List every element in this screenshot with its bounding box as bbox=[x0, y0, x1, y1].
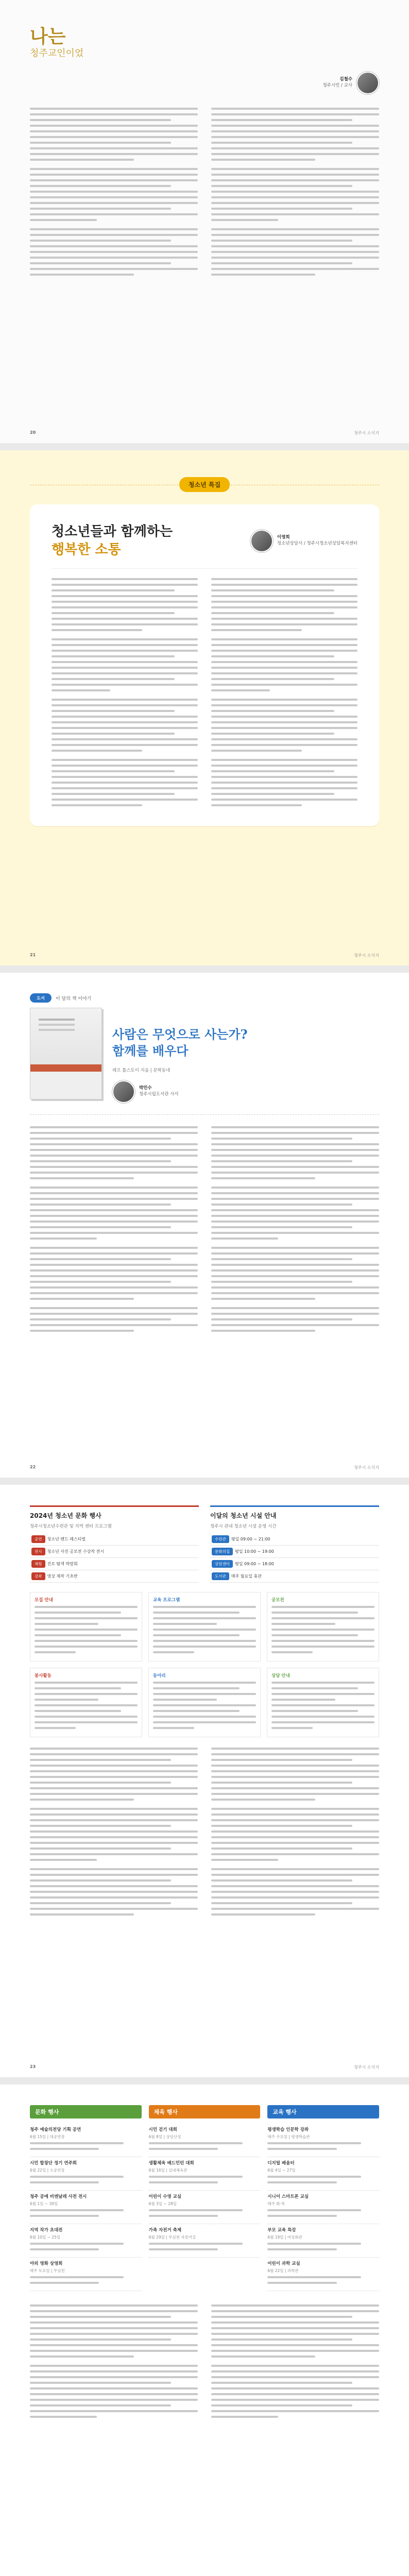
book-story-body bbox=[30, 1126, 379, 1335]
essay-title-sub: 청주교인이었 bbox=[30, 48, 84, 59]
author-byline bbox=[112, 1080, 379, 1103]
table-row bbox=[210, 1546, 379, 1558]
event-item[interactable] bbox=[267, 2258, 379, 2291]
author-byline bbox=[30, 72, 379, 94]
author-name: 김철수 bbox=[339, 76, 352, 82]
page-footer bbox=[30, 953, 379, 958]
event-title: 야외 영화 상영회 bbox=[30, 2261, 63, 2266]
author-avatar bbox=[250, 530, 273, 552]
section-tag: 청소년 특집 bbox=[179, 477, 230, 492]
events-extra bbox=[30, 2304, 379, 2421]
table-row bbox=[30, 1570, 199, 1583]
book-section-tagline: 이 달의 책 이야기 bbox=[56, 996, 92, 1002]
essay-title-main: 나는 bbox=[30, 26, 66, 47]
page-number: 22 bbox=[30, 1465, 36, 1469]
row-text: 영상 제작 기초반 bbox=[47, 1574, 78, 1579]
event-meta: 6월 22일 | 과학관 bbox=[267, 2268, 299, 2273]
event-title: 어린이 수영 교실 bbox=[148, 2194, 182, 2199]
feature-column-right bbox=[211, 578, 357, 810]
row-text: 평일 09:00 ~ 18:00 bbox=[234, 1562, 274, 1566]
events-section-title: 문화 행사 bbox=[30, 2105, 142, 2119]
book-feature-title bbox=[112, 1026, 379, 1060]
event-item[interactable] bbox=[30, 2124, 142, 2157]
category-chip: 체험 bbox=[31, 1560, 45, 1568]
table-row bbox=[30, 1533, 199, 1546]
event-item[interactable] bbox=[30, 2224, 142, 2258]
table-row bbox=[210, 1558, 379, 1570]
event-title: 평생학습 인문학 강좌 bbox=[267, 2127, 309, 2132]
events-section-title: 교육 행사 bbox=[267, 2105, 379, 2119]
author-role: 청주시립도서관 사서 bbox=[139, 1091, 179, 1097]
event-meta: 6월 8일 | 상당산성 bbox=[148, 2134, 181, 2139]
category-chip: 문화의집 bbox=[212, 1548, 233, 1555]
event-item[interactable] bbox=[30, 2191, 142, 2224]
page-number: 21 bbox=[30, 953, 36, 957]
page-number: 20 bbox=[30, 430, 36, 435]
events-body bbox=[30, 1748, 379, 1919]
event-meta: 매주 화·목 bbox=[267, 2201, 285, 2206]
author-info bbox=[139, 1086, 179, 1098]
event-item[interactable] bbox=[267, 2157, 379, 2191]
table-row bbox=[210, 1533, 379, 1546]
event-title: 생활체육 배드민턴 대회 bbox=[148, 2161, 194, 2166]
event-meta: 6월 22일 | 소공연장 bbox=[30, 2168, 65, 2173]
author-role: 청소년상담사 / 청주시청소년상담복지센터 bbox=[277, 541, 357, 547]
author-role: 청주시민 / 교사 bbox=[322, 82, 352, 88]
footer-label: 청주시 소식지 bbox=[354, 953, 379, 958]
program-card-title: 상담 안내 bbox=[271, 1673, 290, 1679]
event-title: 가족 자전거 축제 bbox=[148, 2228, 182, 2233]
feature-column-left bbox=[52, 578, 198, 810]
author-avatar bbox=[356, 72, 379, 94]
event-meta: 6월 19일 | 여성회관 bbox=[267, 2235, 302, 2240]
page-essay bbox=[0, 0, 409, 443]
program-card-title: 봉사활동 bbox=[35, 1673, 52, 1679]
facilities-table bbox=[210, 1533, 379, 1583]
essay-body bbox=[30, 108, 379, 279]
event-item[interactable] bbox=[30, 2157, 142, 2191]
event-meta: 6월 1일 ~ 30일 bbox=[30, 2201, 58, 2206]
event-title: 시니어 스마트폰 교실 bbox=[267, 2194, 309, 2199]
essay-text-block bbox=[211, 108, 379, 276]
events-table bbox=[30, 1533, 199, 1583]
event-item[interactable] bbox=[149, 2124, 261, 2157]
program-card bbox=[267, 1668, 379, 1737]
events-extra-right bbox=[211, 2304, 379, 2421]
program-card-grid bbox=[30, 1592, 379, 1737]
row-text: 평일 10:00 ~ 19:00 bbox=[234, 1549, 274, 1554]
category-chip: 수련관 bbox=[212, 1535, 229, 1543]
event-item[interactable] bbox=[149, 2191, 261, 2224]
event-title: 어린이 과학 교실 bbox=[267, 2261, 300, 2266]
event-item[interactable] bbox=[30, 2258, 142, 2291]
row-text: 청소년 밴드 페스티벌 bbox=[47, 1537, 86, 1541]
event-meta: 6월 16일 | 실내체육관 bbox=[148, 2168, 188, 2173]
event-title: 시민 걷기 대회 bbox=[148, 2127, 177, 2132]
row-text: 평일 09:00 ~ 21:00 bbox=[231, 1537, 270, 1541]
event-item[interactable] bbox=[267, 2124, 379, 2157]
events-column-left bbox=[30, 1748, 198, 1919]
book-feature bbox=[30, 1008, 379, 1103]
program-card bbox=[30, 1592, 142, 1662]
page-number: 23 bbox=[30, 2064, 36, 2069]
category-chip: 전시 bbox=[31, 1548, 45, 1555]
page-footer bbox=[30, 1465, 379, 1470]
book-meta: 레프 톨스토이 지음 | 문학동네 bbox=[112, 1067, 171, 1073]
program-card-title: 교육 프로그램 bbox=[153, 1598, 180, 1603]
category-chip: 강좌 bbox=[31, 1572, 45, 1580]
author-name: 박민수 bbox=[139, 1085, 152, 1091]
event-meta: 매주 수요일 | 평생학습관 bbox=[267, 2134, 310, 2139]
events-block-facilities bbox=[210, 1505, 379, 1583]
events-column-education bbox=[267, 2105, 379, 2291]
event-meta: 6월 3일 ~ 28일 bbox=[148, 2201, 177, 2206]
event-title: 시민 합창단 정기 연주회 bbox=[30, 2161, 77, 2166]
author-info bbox=[277, 535, 357, 547]
essay-text-block bbox=[30, 108, 198, 276]
table-row bbox=[210, 1570, 379, 1583]
event-item[interactable] bbox=[267, 2191, 379, 2224]
events-extra-left bbox=[30, 2304, 198, 2421]
author-info bbox=[322, 77, 352, 89]
essay-header bbox=[30, 21, 379, 59]
events-column-culture bbox=[30, 2105, 142, 2291]
events-column-right bbox=[211, 1748, 379, 1919]
feature-header bbox=[52, 523, 357, 559]
events-columns bbox=[30, 2105, 379, 2291]
events-block-sub: 청주시 관내 청소년 시설 운영 시간 bbox=[210, 1524, 277, 1529]
book-section-header bbox=[30, 993, 379, 1003]
author-avatar bbox=[112, 1080, 135, 1103]
program-card bbox=[267, 1592, 379, 1662]
event-meta: 6월 15일 | 대공연장 bbox=[30, 2134, 65, 2139]
page-youth-events bbox=[0, 1485, 409, 2077]
section-tag-row bbox=[30, 477, 379, 492]
book-story-column-left bbox=[30, 1126, 198, 1335]
events-column-sports bbox=[149, 2105, 261, 2291]
event-title: 부모 교육 특강 bbox=[267, 2228, 296, 2233]
event-title: 지역 작가 초대전 bbox=[30, 2228, 63, 2233]
author-byline bbox=[250, 530, 357, 552]
feature-card bbox=[30, 504, 379, 826]
page-book-story bbox=[0, 973, 409, 1478]
program-card bbox=[30, 1668, 142, 1737]
event-meta: 6월 29일 | 무심천 자전거길 bbox=[148, 2235, 196, 2240]
table-row bbox=[30, 1546, 199, 1558]
book-title-line1: 사람은 무엇으로 사는가? bbox=[112, 1027, 248, 1042]
event-item[interactable] bbox=[267, 2224, 379, 2258]
page-city-events bbox=[0, 2084, 409, 2576]
essay-title bbox=[30, 26, 83, 59]
event-meta: 매주 토요일 | 무심천 bbox=[30, 2268, 65, 2273]
program-card-title: 공모전 bbox=[271, 1598, 284, 1603]
event-item[interactable] bbox=[149, 2157, 261, 2191]
feature-title-line2: 행복한 소통 bbox=[52, 542, 121, 558]
page-youth-feature bbox=[0, 450, 409, 965]
events-block-title: 2024년 청소년 문화 행사 bbox=[30, 1512, 101, 1519]
row-text: 청소년 사진 공모전 수상작 전시 bbox=[47, 1549, 105, 1554]
events-block-culture bbox=[30, 1505, 199, 1583]
essay-column-right bbox=[211, 108, 379, 279]
category-chip: 공연 bbox=[31, 1535, 45, 1543]
page-footer bbox=[30, 430, 379, 436]
event-meta: 6월 4일 ~ 27일 bbox=[267, 2168, 296, 2173]
feature-title bbox=[52, 523, 173, 559]
event-item[interactable] bbox=[149, 2224, 261, 2258]
category-chip: 상담센터 bbox=[212, 1560, 233, 1568]
author-name: 이영희 bbox=[277, 535, 290, 540]
program-card bbox=[148, 1592, 261, 1662]
program-card-title: 동아리 bbox=[153, 1673, 166, 1679]
row-text: 매주 월요일 휴관 bbox=[231, 1574, 262, 1579]
essay-column-left bbox=[30, 108, 198, 279]
event-title: 청주 공예 비엔날레 사전 전시 bbox=[30, 2194, 87, 2199]
page-footer bbox=[30, 2064, 379, 2070]
feature-body bbox=[52, 578, 357, 810]
footer-label: 청주시 소식지 bbox=[354, 1465, 379, 1470]
events-section-title: 체육 행사 bbox=[149, 2105, 261, 2119]
table-row bbox=[30, 1558, 199, 1570]
program-card bbox=[148, 1668, 261, 1737]
events-block-sub: 청주시청소년수련관 및 지역 센터 프로그램 bbox=[30, 1524, 112, 1529]
book-section-logo: 도서 bbox=[30, 993, 52, 1003]
row-text: 진로 탐색 박람회 bbox=[47, 1562, 78, 1566]
footer-label: 청주시 소식지 bbox=[354, 2065, 379, 2070]
events-header bbox=[30, 1505, 379, 1583]
event-title: 청주 예술의전당 기획 공연 bbox=[30, 2127, 81, 2132]
footer-label: 청주시 소식지 bbox=[354, 431, 379, 435]
book-feature-text bbox=[112, 1008, 379, 1103]
book-title-line2: 함께를 배우다 bbox=[112, 1043, 189, 1059]
program-card-title: 모집 안내 bbox=[35, 1598, 53, 1603]
book-story-column-right bbox=[211, 1126, 379, 1335]
events-block-title: 이달의 청소년 시설 안내 bbox=[210, 1512, 277, 1519]
book-cover-image bbox=[30, 1008, 102, 1099]
category-chip: 도서관 bbox=[212, 1572, 229, 1580]
feature-title-line1: 청소년들과 함께하는 bbox=[52, 524, 173, 539]
event-meta: 6월 10일 ~ 25일 bbox=[30, 2235, 61, 2240]
event-title: 디지털 배움터 bbox=[267, 2161, 295, 2166]
